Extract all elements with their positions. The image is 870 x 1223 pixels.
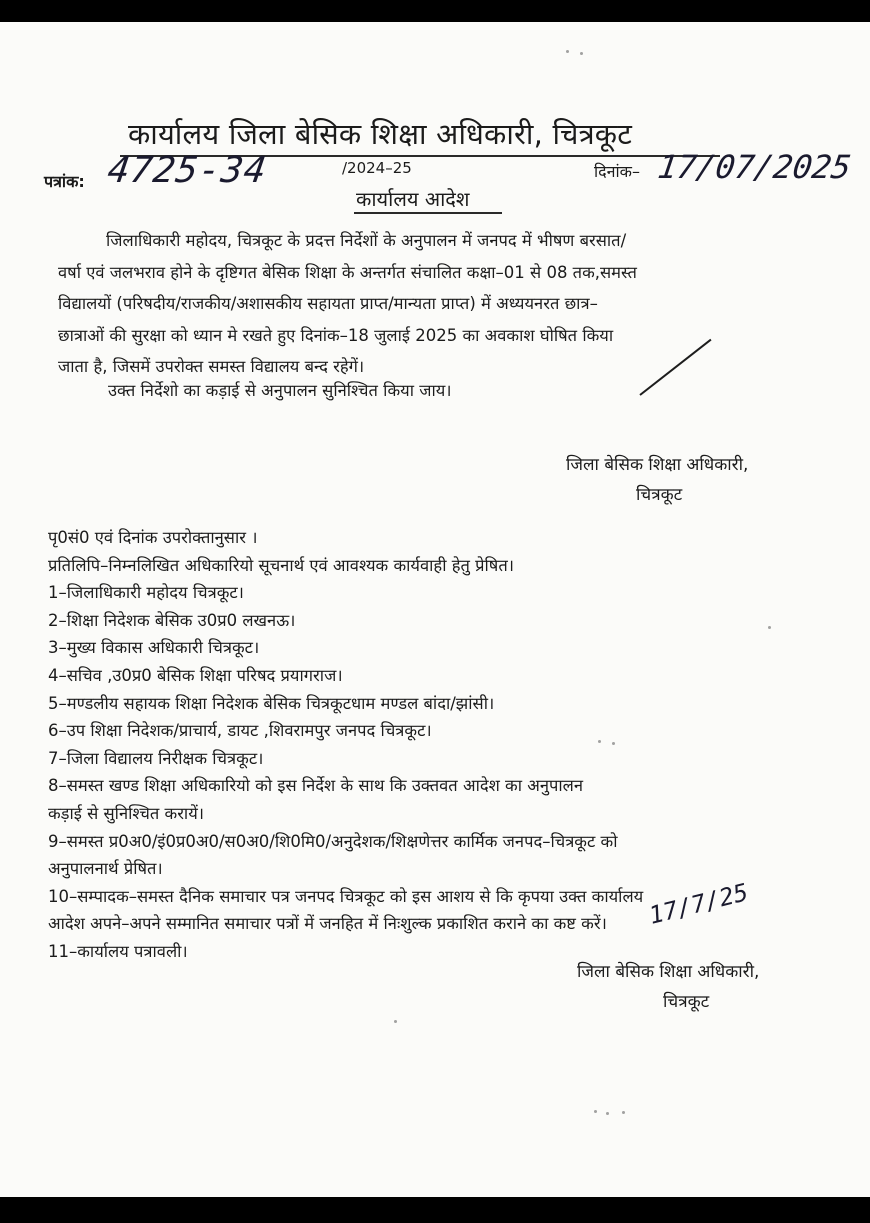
list-item: 9–समस्त प्र0अ0/इं0प्र0अ0/स0अ0/शि0मि0/अनुदेशक/शिक्षणेत्तर कार्मिक जनपद–चित्रकूट को <box>48 831 618 851</box>
ref-label: पत्रांक: <box>44 172 85 191</box>
order-paragraph <box>58 225 818 383</box>
copy-distribution-list <box>48 524 643 966</box>
list-item: 11–कार्यालय पत्रावली। <box>48 941 188 961</box>
ref-number-handwritten: 4725-34 <box>105 150 270 191</box>
list-item: आदेश अपने–अपने सम्मानित समाचार पत्रों में जनहित में निःशुल्क प्रकाशित कराने का कष्ट करें। <box>48 914 607 934</box>
list-item: 2–शिक्षा निदेशक बेसिक उ0प्र0 लखनऊ। <box>48 610 296 630</box>
instruction-text: उक्त निर्देशो का कड़ाई से अनुपालन सुनिश्चित किया जाय। <box>108 381 452 400</box>
date-handwritten: 17/07/2025 <box>655 148 854 186</box>
list-item: 1–जिलाधिकारी महोदय चित्रकूट। <box>48 583 244 603</box>
instruction-line <box>108 375 648 407</box>
office-order-document <box>0 22 870 1197</box>
date-label: दिनांक– <box>594 162 640 181</box>
order-title: कार्यालय आदेश <box>356 187 470 211</box>
paragraph-line: वर्षा एवं जलभराव होने के दृष्टिगत बेसिक शिक्षा के अन्तर्गत संचालित कक्षा–01 से 08 तक,समस्त <box>58 262 637 282</box>
ref-line: पृ0सं0 एवं दिनांक उपरोक्तानुसार । <box>48 528 258 547</box>
order-title-underline <box>354 212 502 214</box>
paper-speck <box>622 1111 625 1114</box>
signatory-district: चित्रकूट <box>663 992 710 1012</box>
signatory-title: जिला बेसिक शिक्षा अधिकारी, <box>577 962 760 982</box>
list-item: 5–मण्डलीय सहायक शिक्षा निदेशक बेसिक चित्रकूटधाम मण्डल बांदा/झांसी। <box>48 693 495 713</box>
list-item: कड़ाई से सुनिश्चित करायें। <box>48 803 205 823</box>
paper-speck <box>598 740 601 743</box>
list-item: 3–मुख्य विकास अधिकारी चित्रकूट। <box>48 638 260 658</box>
list-item: 10–सम्पादक–समस्त दैनिक समाचार पत्र जनपद चित्रकूट को इस आशय से कि कृपया उक्त कार्यालय <box>48 886 644 906</box>
copy-intro: प्रतिलिपि–निम्नलिखित अधिकारियो सूचनार्थ एवं आवश्यक कार्यवाही हेतु प्रेषित। <box>48 555 514 575</box>
paper-speck <box>594 1110 597 1113</box>
list-item: 4–सचिव ,उ0प्र0 बेसिक शिक्षा परिषद प्रयागराज। <box>48 665 343 685</box>
paper-speck <box>612 742 615 745</box>
list-item: 6–उप शिक्षा निदेशक/प्राचार्य, डायट ,शिवरामपुर जनपद चित्रकूट। <box>48 721 432 741</box>
list-item: 7–जिला विद्यालय निरीक्षक चित्रकूट। <box>48 748 264 768</box>
office-title: कार्यालय जिला बेसिक शिक्षा अधिकारी, चित्रकूट <box>128 117 633 151</box>
paper-speck <box>768 626 771 629</box>
paper-speck <box>394 1020 397 1023</box>
signatory-title: जिला बेसिक शिक्षा अधिकारी, <box>566 455 749 475</box>
paragraph-line: जाता है, जिसमें उपरोक्त समस्त विद्यालय बन्द रहेगें। <box>58 357 365 376</box>
signature-block-top <box>566 450 748 510</box>
paper-speck <box>580 52 583 55</box>
ref-year: /2024–25 <box>342 159 412 177</box>
list-item: 8–समस्त खण्ड शिक्षा अधिकारियो को इस निर्देश के साथ कि उक्तवत आदेश का अनुपालन <box>48 776 583 796</box>
signature-block-bottom <box>577 957 759 1017</box>
signatory-district: चित्रकूट <box>636 485 683 505</box>
paper-speck <box>606 1112 609 1115</box>
handwritten-initials: 17/7/25 <box>646 878 752 930</box>
paragraph-line: विद्यालयों (परिषदीय/राजकीय/अशासकीय सहायता प्राप्त/मान्यता प्राप्त) में अध्ययनरत छात्र– <box>58 294 598 313</box>
list-item: अनुपालनार्थ प्रेषित। <box>48 859 163 879</box>
paragraph-line: छात्राओं की सुरक्षा को ध्यान मे रखते हुए दिनांक–18 जुलाई 2025 का अवकाश घोषित किया <box>58 325 614 345</box>
paragraph-line: जिलाधिकारी महोदय, चित्रकूट के प्रदत्त निर्देशों के अनुपालन में जनपद में भीषण बरसात/ <box>106 231 627 250</box>
paper-speck <box>566 50 569 53</box>
